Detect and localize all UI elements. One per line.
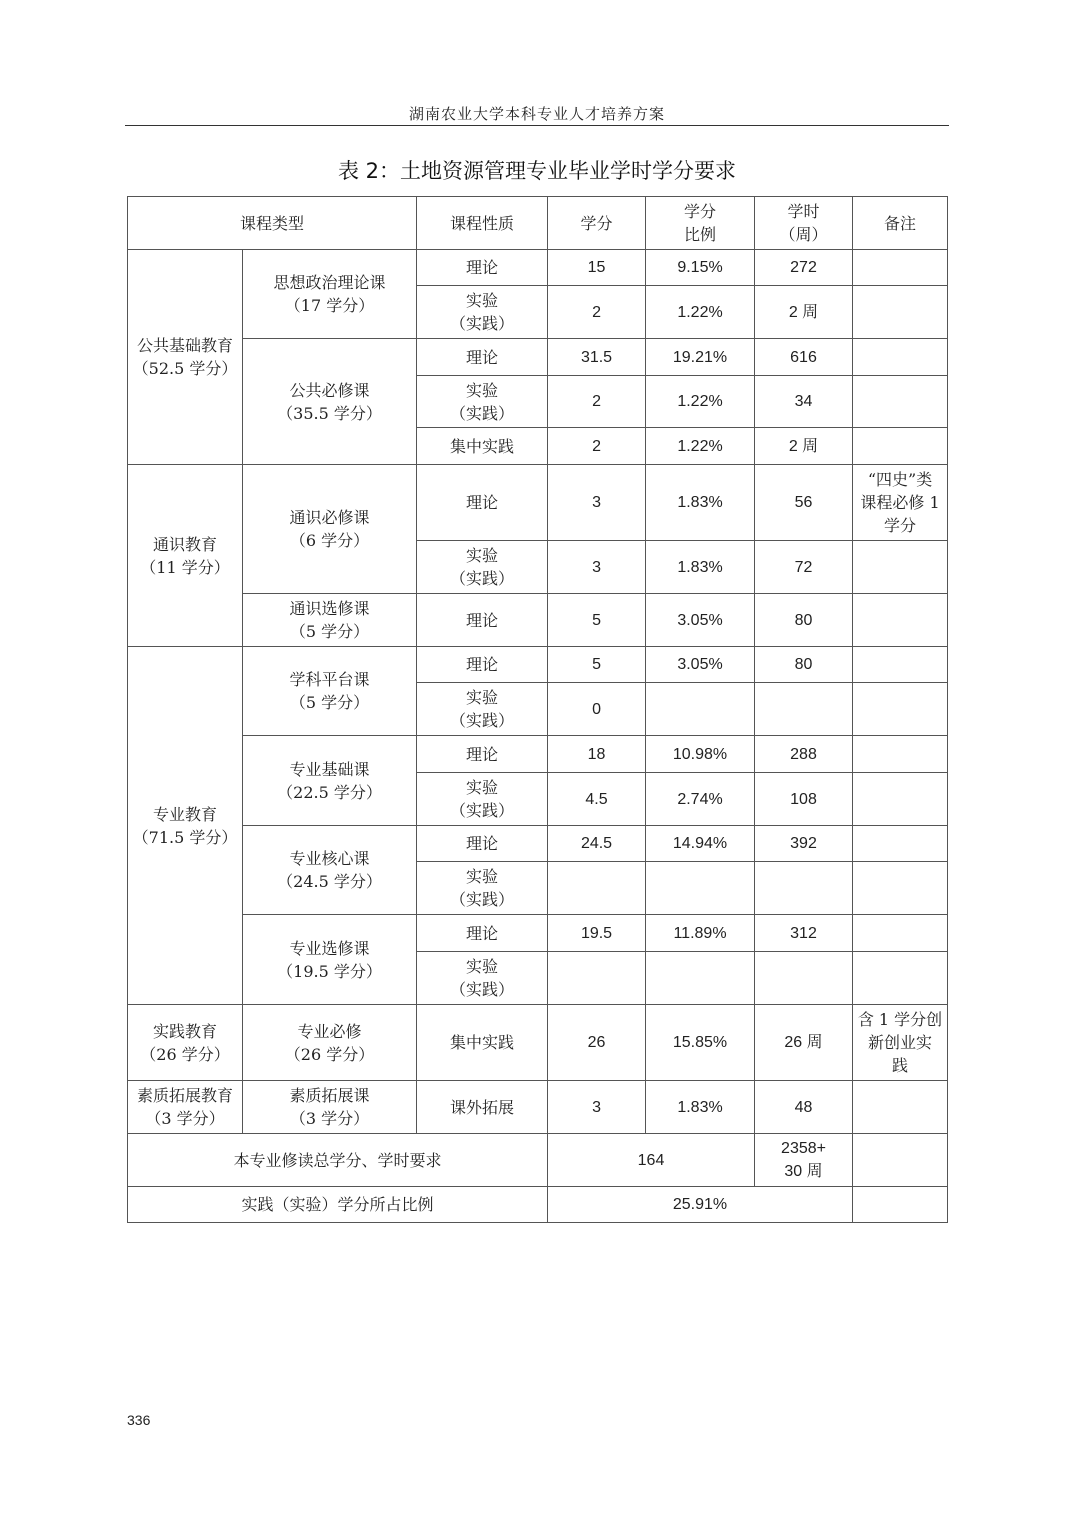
- remark-cell: [853, 286, 948, 339]
- practice-ratio-label: 实践（实验）学分所占比例: [128, 1187, 548, 1223]
- remark-cell: [853, 736, 948, 773]
- remark-cell: [853, 952, 948, 1005]
- hours-cell: 2 周: [755, 428, 853, 465]
- ratio-cell: 1.22%: [646, 376, 755, 428]
- hours-cell: [755, 862, 853, 915]
- table-row: [128, 826, 948, 862]
- credits-cell: 26: [548, 1005, 646, 1081]
- hours-cell: [755, 952, 853, 1005]
- hours-cell: 80: [755, 594, 853, 647]
- credits-cell: 18: [548, 736, 646, 773]
- totals-row: [128, 1134, 948, 1187]
- hours-cell: 616: [755, 339, 853, 376]
- credits-cell: 2: [548, 286, 646, 339]
- nature-cell: 实验 （实践）: [417, 862, 548, 915]
- practice-ratio-row: [128, 1187, 948, 1223]
- table-row: [128, 250, 948, 286]
- subgroup-discipline-platform: 学科平台课 （5 学分）: [243, 647, 417, 736]
- table-header-row: [128, 197, 948, 250]
- header-divider: [125, 125, 949, 126]
- nature-cell: 实验 （实践）: [417, 683, 548, 736]
- col-hours: 学时 （周）: [755, 197, 853, 250]
- credits-cell: 31.5: [548, 339, 646, 376]
- group-public-foundation: 公共基础教育 （52.5 学分）: [128, 250, 243, 465]
- col-remark: 备注: [853, 197, 948, 250]
- credits-cell: 2: [548, 428, 646, 465]
- nature-cell: 理论: [417, 465, 548, 541]
- nature-cell: 实验 （实践）: [417, 541, 548, 594]
- subgroup-major-basic: 专业基础课 （22.5 学分）: [243, 736, 417, 826]
- ratio-cell: 3.05%: [646, 594, 755, 647]
- ratio-cell: 1.83%: [646, 1081, 755, 1134]
- remark-cell: [853, 1134, 948, 1187]
- subgroup-major-required: 专业必修 （26 学分）: [243, 1005, 417, 1081]
- credits-cell: 3: [548, 541, 646, 594]
- hours-cell: [755, 683, 853, 736]
- nature-cell: 课外拓展: [417, 1081, 548, 1134]
- credits-cell: 4.5: [548, 773, 646, 826]
- hours-cell: 2 周: [755, 286, 853, 339]
- remark-cell: [853, 647, 948, 683]
- nature-cell: 实验 （实践）: [417, 773, 548, 826]
- nature-cell: 理论: [417, 594, 548, 647]
- nature-cell: 理论: [417, 915, 548, 952]
- col-nature: 课程性质: [417, 197, 548, 250]
- credits-cell: 3: [548, 1081, 646, 1134]
- remark-cell: [853, 1081, 948, 1134]
- nature-cell: 理论: [417, 339, 548, 376]
- remark-cell: [853, 826, 948, 862]
- subgroup-quality-course: 素质拓展课 （3 学分）: [243, 1081, 417, 1134]
- remark-cell: [853, 250, 948, 286]
- credits-cell: 5: [548, 647, 646, 683]
- table-row: [128, 736, 948, 773]
- nature-cell: 实验 （实践）: [417, 376, 548, 428]
- ratio-cell: [646, 683, 755, 736]
- nature-cell: 理论: [417, 826, 548, 862]
- ratio-cell: 10.98%: [646, 736, 755, 773]
- credits-cell: 15: [548, 250, 646, 286]
- ratio-cell: 15.85%: [646, 1005, 755, 1081]
- remark-cell: [853, 376, 948, 428]
- ratio-cell: 1.22%: [646, 286, 755, 339]
- remark-cell: [853, 683, 948, 736]
- credits-cell: 0: [548, 683, 646, 736]
- credits-cell: [548, 862, 646, 915]
- hours-cell: 48: [755, 1081, 853, 1134]
- hours-cell: 34: [755, 376, 853, 428]
- ratio-cell: 19.21%: [646, 339, 755, 376]
- ratio-cell: 3.05%: [646, 647, 755, 683]
- subgroup-general-required: 通识必修课 （6 学分）: [243, 465, 417, 594]
- hours-cell: 26 周: [755, 1005, 853, 1081]
- nature-cell: 理论: [417, 736, 548, 773]
- table-row: [128, 1005, 948, 1081]
- ratio-cell: [646, 862, 755, 915]
- nature-cell: 理论: [417, 647, 548, 683]
- col-credits: 学分: [548, 197, 646, 250]
- remark-cell: [853, 339, 948, 376]
- document-header-title: 湖南农业大学本科专业人才培养方案: [408, 105, 665, 123]
- remark-cell: [853, 915, 948, 952]
- remark-cell: [853, 594, 948, 647]
- nature-cell: 实验 （实践）: [417, 286, 548, 339]
- hours-cell: 272: [755, 250, 853, 286]
- ratio-cell: 1.83%: [646, 465, 755, 541]
- remark-cell: [853, 862, 948, 915]
- hours-cell: 392: [755, 826, 853, 862]
- subgroup-public-required: 公共必修课 （35.5 学分）: [243, 339, 417, 465]
- hours-cell: 312: [755, 915, 853, 952]
- table-title: 表 2：土地资源管理专业毕业学时学分要求: [337, 159, 737, 183]
- hours-cell: 288: [755, 736, 853, 773]
- credits-cell: 5: [548, 594, 646, 647]
- ratio-cell: 1.83%: [646, 541, 755, 594]
- col-ratio: 学分 比例: [646, 197, 755, 250]
- group-quality-expansion: 素质拓展教育 （3 学分）: [128, 1081, 243, 1134]
- subgroup-ideology: 思想政治理论课 （17 学分）: [243, 250, 417, 339]
- page-number: 336: [127, 1412, 151, 1428]
- table-row: [128, 339, 948, 376]
- subgroup-general-elective: 通识选修课 （5 学分）: [243, 594, 417, 647]
- total-hours: 2358+ 30 周: [755, 1134, 853, 1187]
- table-row: [128, 594, 948, 647]
- col-course-type: 课程类型: [128, 197, 417, 250]
- subgroup-major-elective: 专业选修课 （19.5 学分）: [243, 915, 417, 1005]
- group-major-education: 专业教育 （71.5 学分）: [128, 647, 243, 1005]
- hours-cell: 80: [755, 647, 853, 683]
- credit-requirements-table: [127, 196, 948, 1223]
- remark-cell: [853, 541, 948, 594]
- total-credits: 164: [548, 1134, 755, 1187]
- remark-cell: 含 1 学分创 新创业实 践: [853, 1005, 948, 1081]
- nature-cell: 实验 （实践）: [417, 952, 548, 1005]
- remark-cell: [853, 773, 948, 826]
- ratio-cell: 2.74%: [646, 773, 755, 826]
- ratio-cell: 9.15%: [646, 250, 755, 286]
- ratio-cell: 1.22%: [646, 428, 755, 465]
- hours-cell: 72: [755, 541, 853, 594]
- table-row: [128, 1081, 948, 1134]
- nature-cell: 集中实践: [417, 1005, 548, 1081]
- ratio-cell: [646, 952, 755, 1005]
- table-row: [128, 465, 948, 541]
- ratio-cell: 11.89%: [646, 915, 755, 952]
- remark-cell: “四史”类 课程必修 1 学分: [853, 465, 948, 541]
- group-practice-education: 实践教育 （26 学分）: [128, 1005, 243, 1081]
- credits-cell: 19.5: [548, 915, 646, 952]
- credits-cell: [548, 952, 646, 1005]
- credits-cell: 24.5: [548, 826, 646, 862]
- ratio-cell: 14.94%: [646, 826, 755, 862]
- nature-cell: 理论: [417, 250, 548, 286]
- table-row: [128, 915, 948, 952]
- hours-cell: 56: [755, 465, 853, 541]
- subgroup-major-core: 专业核心课 （24.5 学分）: [243, 826, 417, 915]
- credits-cell: 3: [548, 465, 646, 541]
- hours-cell: 108: [755, 773, 853, 826]
- totals-label: 本专业修读总学分、学时要求: [128, 1134, 548, 1187]
- practice-ratio-value: 25.91%: [548, 1187, 853, 1223]
- credits-cell: 2: [548, 376, 646, 428]
- group-general-education: 通识教育 （11 学分）: [128, 465, 243, 647]
- table-row: [128, 647, 948, 683]
- nature-cell: 集中实践: [417, 428, 548, 465]
- remark-cell: [853, 1187, 948, 1223]
- remark-cell: [853, 428, 948, 465]
